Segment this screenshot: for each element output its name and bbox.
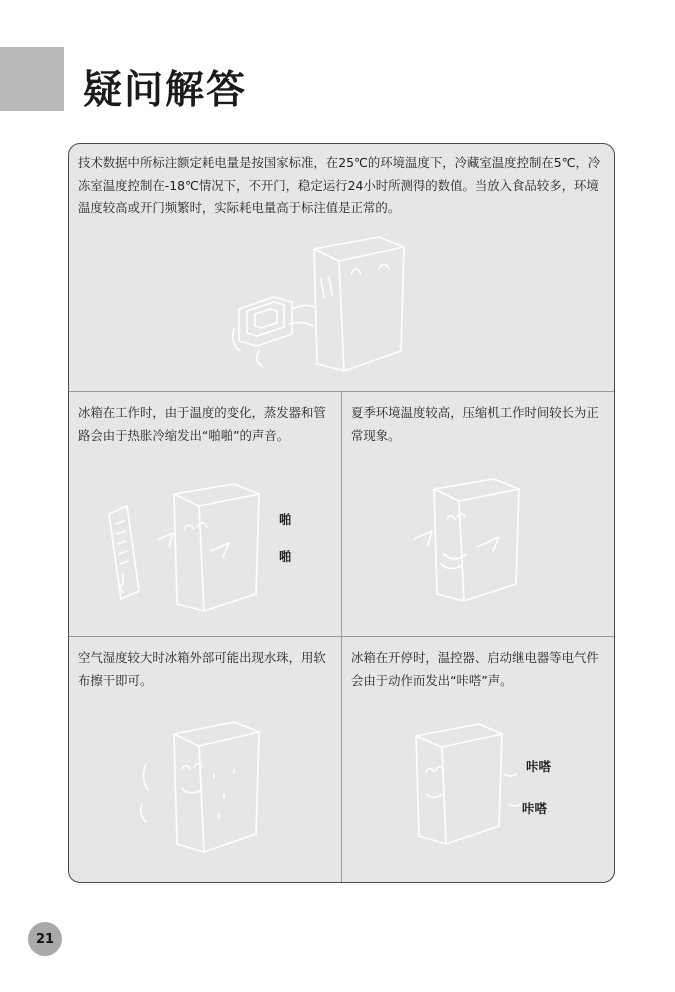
section-tab-marker	[0, 47, 64, 111]
page-number: 21	[35, 931, 55, 947]
faq-text-power-consumption: 技术数据中所标注额定耗电量是按国家标准，在25℃的环境温度下，冷藏室温度控制在5℃，冷冻室温度控制在-18℃情况下，不开门，稳定运行24小时所测得的数值。当放入食品较多，环境温度较高或开门频繁时，实际耗电量高于标注值是正常的。	[78, 155, 601, 215]
fridge-illustration-click	[404, 714, 544, 864]
faq-panel	[68, 143, 615, 883]
fridge-illustration-condensation	[134, 714, 284, 864]
fridge-illustration-power	[229, 229, 429, 379]
fridge-illustration-crackling	[99, 469, 289, 619]
page-number-badge	[28, 922, 62, 956]
faq-text-summer-compressor: 夏季环境温度较高，压缩机工作时间较长为正常现象。	[351, 405, 599, 443]
page-title: 疑问解答	[83, 68, 248, 113]
fridge-illustration-summer	[399, 469, 589, 619]
sound-label-pa-1: 啪	[279, 512, 292, 527]
faq-text-click-noise: 冰箱在开停时，温控器、启动继电器等电气件会由于动作而发出“咔嗒”声。	[351, 650, 599, 688]
faq-text-condensation: 空气湿度较大时冰箱外部可能出现水珠，用软布擦干即可。	[78, 650, 326, 688]
faq-text-crackling-noise: 冰箱在工作时，由于温度的变化，蒸发器和管路会由于热胀冷缩发出“啪啪”的声音。	[78, 405, 326, 443]
sound-label-pa-2: 啪	[279, 549, 292, 564]
divider-vertical	[341, 391, 342, 882]
sound-label-kada-2: 咔嗒	[522, 801, 548, 816]
sound-label-kada-1: 咔嗒	[526, 759, 552, 774]
